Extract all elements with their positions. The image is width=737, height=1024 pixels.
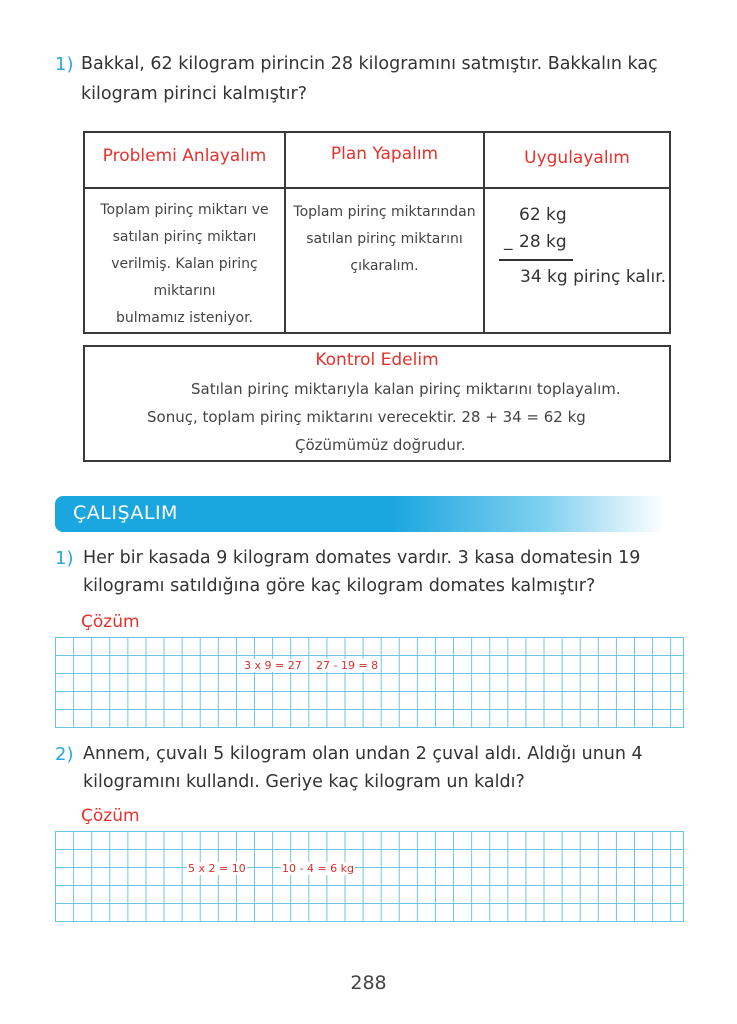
section-banner bbox=[55, 496, 665, 532]
question-2-line-2: kilogramını kullandı. Geriye kaç kilogram un kaldı? bbox=[83, 772, 525, 792]
example-question-line-1: Bakkal, 62 kilogram pirincin 28 kilogramını satmıştır. Bakkalın kaç bbox=[81, 54, 658, 74]
question-1-line-1: Her bir kasada 9 kilogram domates vardır. 3 kasa domatesin 19 bbox=[83, 548, 641, 568]
understand-line: satılan pirinç miktarı bbox=[112, 229, 257, 245]
check-line-2: Sonuç, toplam pirinç miktarını verecektir. 28 + 34 = 62 kg bbox=[147, 408, 586, 426]
question-2-solution-label: Çözüm bbox=[81, 806, 140, 826]
question-1-answer-2: 27 - 19 = 8 bbox=[316, 659, 379, 672]
question-1-answer-1: 3 x 9 = 27 bbox=[244, 659, 302, 672]
understand-text bbox=[87, 197, 282, 332]
calc-minus-sign: _ bbox=[504, 231, 513, 251]
plan-line: çıkaralım. bbox=[350, 258, 419, 274]
calc-underline bbox=[499, 259, 573, 261]
plan-line: satılan pirinç miktarını bbox=[306, 231, 463, 247]
header-plan: Plan Yapalım bbox=[330, 144, 439, 164]
question-2-number: 2) bbox=[55, 744, 74, 765]
table-column-apply bbox=[485, 133, 669, 332]
question-1-answer-grid[interactable] bbox=[55, 637, 684, 728]
understand-line: bulmamız isteniyor. bbox=[115, 310, 253, 326]
question-2-answer-grid[interactable] bbox=[55, 831, 684, 922]
calc-bottom-number: 28 kg bbox=[519, 232, 567, 252]
plan-line: Toplam pirinç miktarından bbox=[293, 204, 476, 220]
understand-line: miktarını bbox=[153, 283, 216, 299]
question-1 bbox=[55, 548, 695, 608]
check-box bbox=[83, 345, 671, 462]
understand-line: verilmiş. Kalan pirinç bbox=[111, 256, 258, 272]
check-line-1: Satılan pirinç miktarıyla kalan pirinç miktarını toplayalım. bbox=[191, 380, 621, 398]
understand-line: Toplam pirinç miktarı ve bbox=[100, 202, 269, 218]
table-column-plan bbox=[286, 133, 485, 332]
example-question-line-2: kilogram pirinci kalmıştır? bbox=[81, 84, 308, 104]
solution-table bbox=[83, 131, 671, 334]
question-1-line-2: kilogramı satıldığına göre kaç kilogram domates kalmıştır? bbox=[83, 576, 596, 596]
table-column-understand bbox=[85, 133, 286, 332]
header-understand: Problemi Anlayalım bbox=[102, 146, 267, 166]
question-1-number: 1) bbox=[55, 548, 74, 569]
example-question-number: 1) bbox=[55, 54, 74, 75]
page-number: 288 bbox=[350, 972, 387, 994]
calc-top-number: 62 kg bbox=[519, 205, 567, 225]
check-title: Kontrol Edelim bbox=[315, 350, 439, 370]
question-2-line-1: Annem, çuvalı 5 kilogram olan undan 2 çuval aldı. Aldığı unun 4 bbox=[83, 744, 643, 764]
section-title: ÇALIŞALIM bbox=[73, 502, 178, 524]
plan-text bbox=[284, 199, 485, 280]
question-2-answer-1: 5 x 2 = 10 bbox=[188, 862, 246, 875]
check-line-3: Çözümümüz doğrudur. bbox=[295, 436, 466, 454]
calc-result: 34 kg pirinç kalır. bbox=[520, 267, 667, 287]
header-apply: Uygulayalım bbox=[524, 148, 630, 168]
question-2-answer-2: 10 - 4 = 6 kg bbox=[282, 862, 355, 875]
question-2 bbox=[55, 744, 695, 804]
question-1-solution-label: Çözüm bbox=[81, 612, 140, 632]
